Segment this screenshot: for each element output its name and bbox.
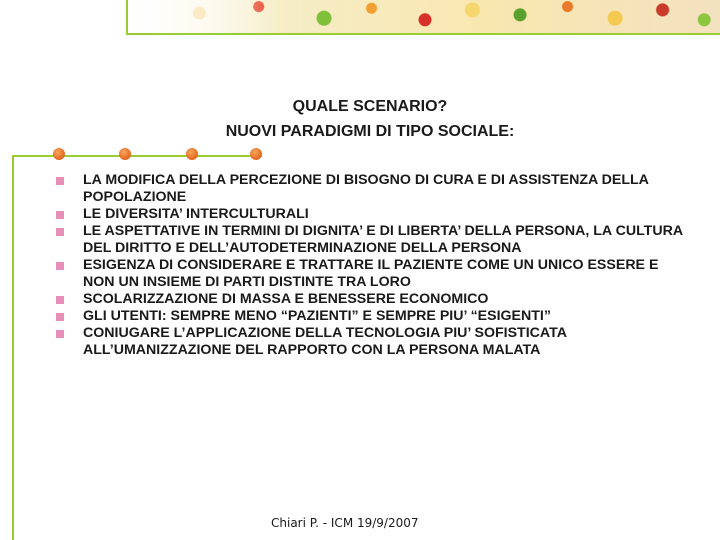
- square-bullet-icon: [56, 262, 64, 270]
- list-item: [52, 308, 692, 325]
- bullet-text: CONIUGARE L’APPLICAZIONE DELLA TECNOLOGIA PIU’ SOFISTICATA ALL’UMANIZZAZIONE DEL RAPPORTO CON LA PERSONA MALATA: [83, 325, 567, 358]
- list-item: [52, 325, 692, 359]
- square-bullet-icon: [56, 177, 64, 185]
- list-item: [52, 291, 692, 308]
- bullet-text: ESIGENZA DI CONSIDERARE E TRATTARE IL PAZIENTE COME UN UNICO ESSERE E NON UN INSIEME DI PARTI DISTINTE TRA LORO: [83, 257, 659, 290]
- list-item: [52, 257, 692, 291]
- square-bullet-icon: [56, 211, 64, 219]
- vertical-rule: [12, 155, 14, 540]
- decorative-dot: [119, 148, 131, 160]
- bullet-text: GLI UTENTI: SEMPRE MENO “PAZIENTI” E SEMPRE PIU’ “ESIGENTI”: [83, 308, 551, 324]
- footer-text: Chiari P. - ICM 19/9/2007: [271, 516, 419, 530]
- title-line-1: QUALE SCENARIO?: [292, 98, 448, 115]
- slide-title: [140, 94, 600, 144]
- decorative-dot: [250, 148, 262, 160]
- list-item: [52, 223, 692, 257]
- bullet-text: LE ASPETTATIVE IN TERMINI DI DIGNITA’ E DI LIBERTA’ DELLA PERSONA, LA CULTURA DEL DIRITTO E DELL’AUTODETERMINAZIONE DELLA PERSONA: [83, 223, 683, 256]
- decorative-dot: [186, 148, 198, 160]
- title-line-2: NUOVI PARADIGMI DI TIPO SOCIALE:: [225, 123, 515, 140]
- list-item: [52, 206, 692, 223]
- horizontal-rule: [12, 155, 262, 157]
- list-item: [52, 172, 692, 206]
- bullet-text: SCOLARIZZAZIONE DI MASSA E BENESSERE ECONOMICO: [83, 291, 489, 307]
- bullet-text: LA MODIFICA DELLA PERCEZIONE DI BISOGNO DI CURA E DI ASSISTENZA DELLA POPOLAZIONE: [83, 172, 649, 205]
- bullet-text: LE DIVERSITA’ INTERCULTURALI: [83, 206, 309, 222]
- square-bullet-icon: [56, 296, 64, 304]
- decorative-dot: [53, 148, 65, 160]
- bullet-list: [52, 172, 692, 359]
- square-bullet-icon: [56, 313, 64, 321]
- square-bullet-icon: [56, 228, 64, 236]
- square-bullet-icon: [56, 330, 64, 338]
- banner-fade: [128, 0, 278, 33]
